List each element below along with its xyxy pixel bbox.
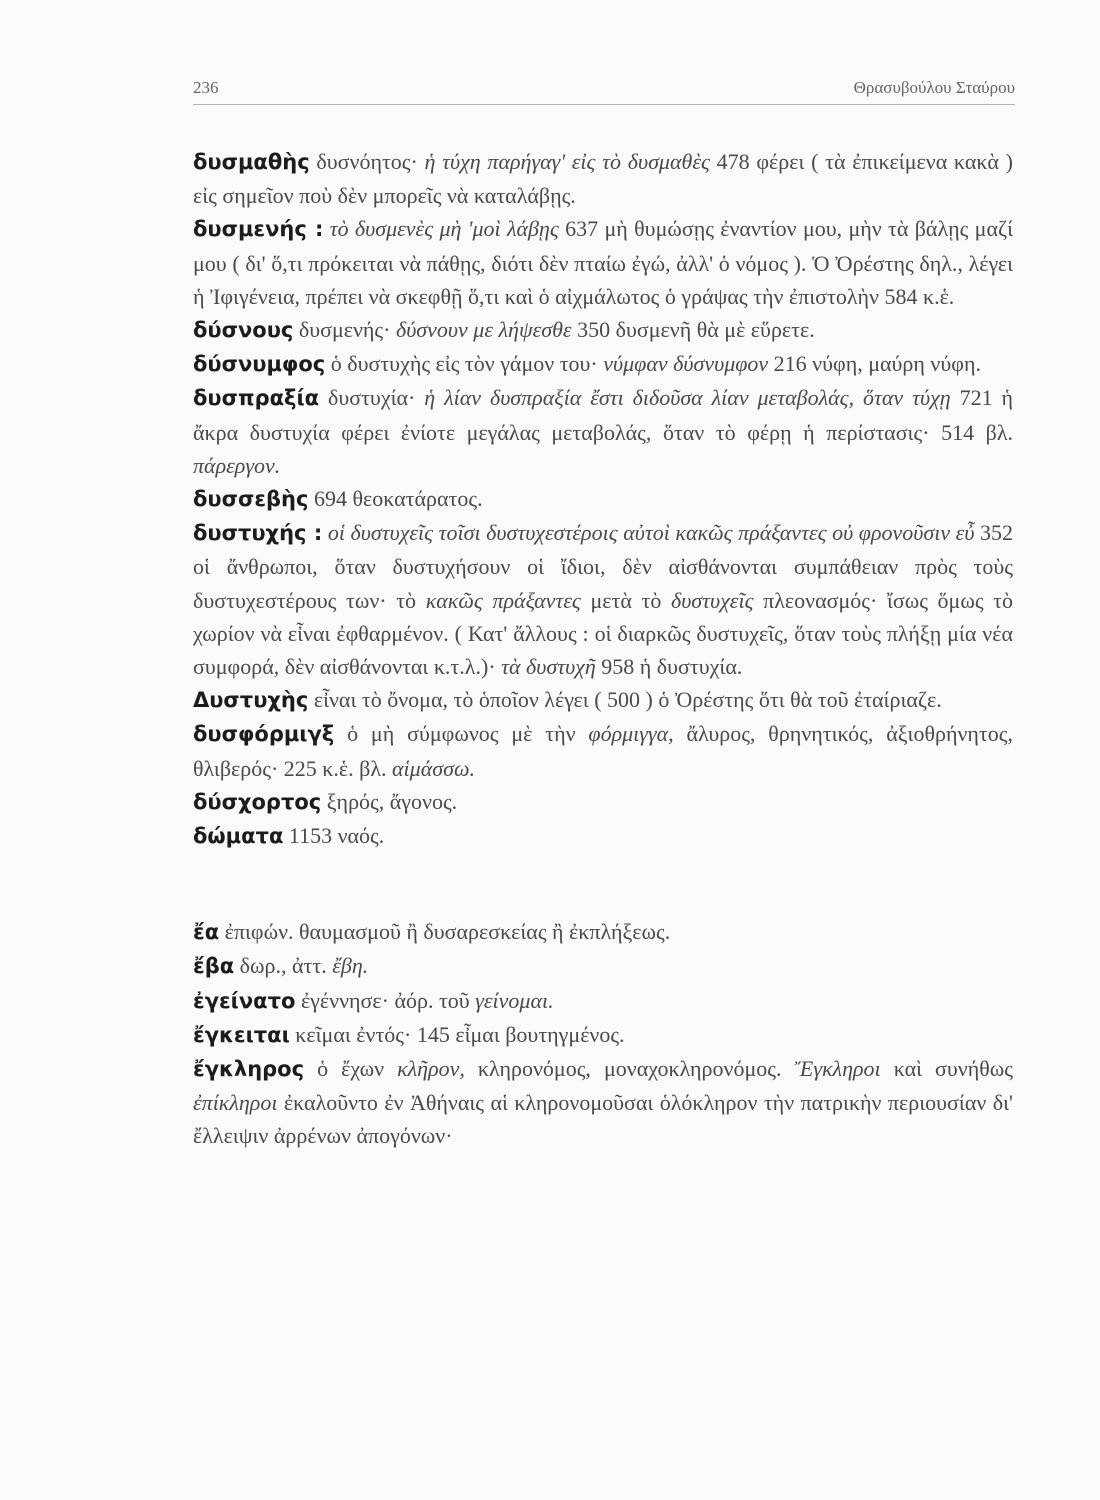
- entry-headword: δυστυχής :: [193, 521, 323, 546]
- glossary-entry: [193, 819, 1013, 853]
- quoted-text: κακῶς πράξαντες: [425, 587, 581, 613]
- quoted-text: γείνομαι.: [475, 987, 554, 1013]
- quoted-text: τὸ δυσμενὲς μὴ 'μοὶ λάβῃς: [329, 216, 559, 242]
- definition-text: καὶ συνήθως: [880, 1056, 1013, 1082]
- entry-headword: ἔγκειται: [193, 1022, 290, 1047]
- quoted-text: κλῆρον,: [397, 1056, 465, 1082]
- glossary-entry: [193, 516, 1013, 683]
- glossary-entry: [193, 915, 1013, 949]
- definition-text: 1153 ναός.: [283, 823, 385, 849]
- quoted-text: Ἔγκληροι: [794, 1056, 881, 1082]
- definition-text: ὁ μὴ σύμφωνος μὲ τὴν: [334, 721, 589, 747]
- definition-text: ὁ δυστυχὴς εἰς τὸν γάμον του·: [325, 351, 604, 377]
- entry-headword: ἔα: [193, 920, 220, 945]
- quoted-text: νύμφαν δύσνυμφον: [603, 351, 769, 377]
- entry-headword: δυσμενής :: [193, 217, 324, 242]
- definition-text: 478 φέρει ( τὰ ἐπικείμενα κακὰ ) εἰς σημεῖον ποὺ δὲν μπορεῖς νὰ καταλάβῃς.: [193, 149, 1013, 209]
- definition-text: δυσνόητος·: [309, 149, 425, 174]
- glossary-entry: [193, 145, 1013, 212]
- definition-text: κεῖμαι ἐντός· 145 εἶμαι βουτηγμένος.: [289, 1021, 625, 1047]
- page-header: [193, 70, 1015, 105]
- definition-text: ἐγέννησε· ἀόρ. τοῦ: [295, 987, 476, 1013]
- entry-headword: ἔγκληρος: [193, 1057, 305, 1082]
- definition-text: 694 θεοκατάρατος.: [308, 486, 483, 512]
- entry-headword: ἔβα: [193, 954, 235, 979]
- quoted-text: αἱμάσσω.: [392, 755, 475, 781]
- quoted-text: δύσνουν με λήψεσθε: [395, 317, 572, 343]
- entry-headword: δυσπραξία: [193, 386, 320, 411]
- glossary-entry: [193, 785, 1013, 819]
- quoted-text: ἐπίκληροι: [193, 1090, 278, 1116]
- glossary-entry: [193, 313, 1013, 347]
- definition-text: ξηρός, ἄγονος.: [321, 788, 458, 814]
- definition-text: ἐπιφών. θαυμασμοῦ ἢ δυσαρεσκείας ἢ ἐκπλήξεως.: [219, 919, 671, 945]
- glossary-entry: [193, 212, 1013, 313]
- entry-headword: δύσνους: [193, 318, 294, 343]
- definition-text: ὁ ἔχων: [304, 1056, 398, 1082]
- glossary-entry: [193, 984, 1013, 1018]
- definition-text: δωρ., ἀττ.: [234, 953, 333, 979]
- entry-headword: δύσχορτος: [193, 789, 322, 814]
- definition-text: 216 νύφη, μαύρη νύφη.: [768, 351, 981, 377]
- entry-headword: δύσνυμφος: [193, 352, 326, 377]
- definition-text: πλεονασμός· ἴσως ὅμως τὸ χωρίον νὰ εἶναι ἐφθαρμένον. ( Κατ' ἄλλους : οἱ διαρκῶς δυστυχεῖς, ὅταν τοὺς πλήξῃ μία νέα συμφορά, δὲν αἰσθάνονται κ.τ.λ.)·: [193, 587, 1014, 680]
- glossary-entry: [193, 683, 1013, 717]
- entry-headword: δυσσεβὴς: [193, 487, 309, 512]
- definition-text: μετὰ τὸ: [580, 587, 671, 613]
- definition-text: ἐκαλοῦντο ἐν Ἀθήναις αἱ κληρονομοῦσαι ὁλόκληρον τὴν πατρικὴν περιουσίαν δι' ἔλλειψιν ἀρρένων ἀπογόνων·: [193, 1090, 1013, 1149]
- definition-text: 637 μὴ θυμώσῃς ἐναντίον μου, μὴν τὰ βάλῃς μαζί μου ( δι' ὅ,τι πρόκειται νὰ πάθῃς, διότι δὲν πταίω ἐγώ, ἀλλ' ὁ νόμος ). Ὁ Ὀρέστης δηλ., λέγει ἡ Ἰφιγένεια, πρέπει νὰ σκεφθῇ ὅ,τι καὶ ὁ αἰχμάλωτος ὁ γράψας τὴν ἐπιστολὴν 584 κ.ἑ.: [193, 216, 1014, 309]
- definition-text: δυστυχία·: [319, 385, 425, 411]
- entry-headword: ἐγείνατο: [193, 988, 296, 1013]
- glossary-entry: [193, 1052, 1013, 1153]
- entry-headword: δυσμαθὴς: [193, 150, 310, 174]
- entry-headword: δώματα: [193, 824, 284, 849]
- entry-headword: δυσφόρμιγξ: [193, 722, 335, 747]
- glossary-entry: [193, 381, 1013, 482]
- glossary-entry: [193, 717, 1013, 784]
- glossary-entry: [193, 949, 1013, 983]
- definition-text: 721 ἡ ἄκρα δυστυχία φέρει ἐνίοτε μεγάλας μεταβολάς, ὅταν τὸ φέρῃ ἡ περίστασις· 514 βλ.: [193, 385, 1013, 445]
- glossary-entry: [193, 482, 1013, 516]
- entry-headword: Δυστυχὴς: [193, 688, 309, 713]
- definition-text: 352 οἱ ἄνθρωποι, ὅταν δυστυχήσουν οἱ ἴδιοι, δὲν αἰσθάνονται συμπάθειαν πρὸς τοὺς δυστυχεστέρους των· τὸ: [193, 520, 1014, 613]
- glossary-text: [193, 145, 1013, 1153]
- page-number: 236: [193, 78, 219, 97]
- definition-text: ἄλυρος, θρηνητικός, ἀξιοθρήνητος, θλιβερός· 225 κ.ἑ. βλ.: [193, 721, 1013, 781]
- glossary-entry: [193, 347, 1013, 381]
- definition-text: κληρονόμος, μοναχοκληρονόμος.: [464, 1056, 795, 1082]
- quoted-text: τὰ δυστυχῆ: [501, 654, 596, 680]
- quoted-text: ἡ λίαν δυσπραξία ἔστι διδοῦσα λίαν μεταβολάς, ὅταν τύχῃ: [424, 385, 951, 411]
- glossary-entry: [193, 1018, 1013, 1052]
- quoted-text: δυστυχεῖς: [670, 587, 754, 613]
- quoted-text: ἡ τύχη παρήγαγ' εἰς τὸ δυσμαθὲς: [424, 149, 710, 174]
- quoted-text: φόρμιγγα,: [588, 721, 674, 747]
- definition-text: δυσμενής·: [293, 317, 396, 343]
- quoted-text: οἱ δυστυχεῖς τοῖσι δυστυχεστέροις αὐτοὶ κακῶς πράξαντες οὐ φρονοῦσιν εὖ: [327, 520, 975, 546]
- definition-text: 958 ἡ δυστυχία.: [595, 654, 743, 680]
- quoted-text: πάρεργον.: [193, 452, 281, 478]
- running-title: Θρασυβούλου Σταύρου: [853, 78, 1015, 97]
- definition-text: 350 δυσμενῆ θὰ μὲ εὕρετε.: [571, 317, 815, 343]
- definition-text: εἶναι τὸ ὄνομα, τὸ ὁποῖον λέγει ( 500 ) ὁ Ὀρέστης ὅτι θὰ τοῦ ἐταίριαζε.: [308, 687, 942, 713]
- quoted-text: ἔβη.: [332, 953, 369, 979]
